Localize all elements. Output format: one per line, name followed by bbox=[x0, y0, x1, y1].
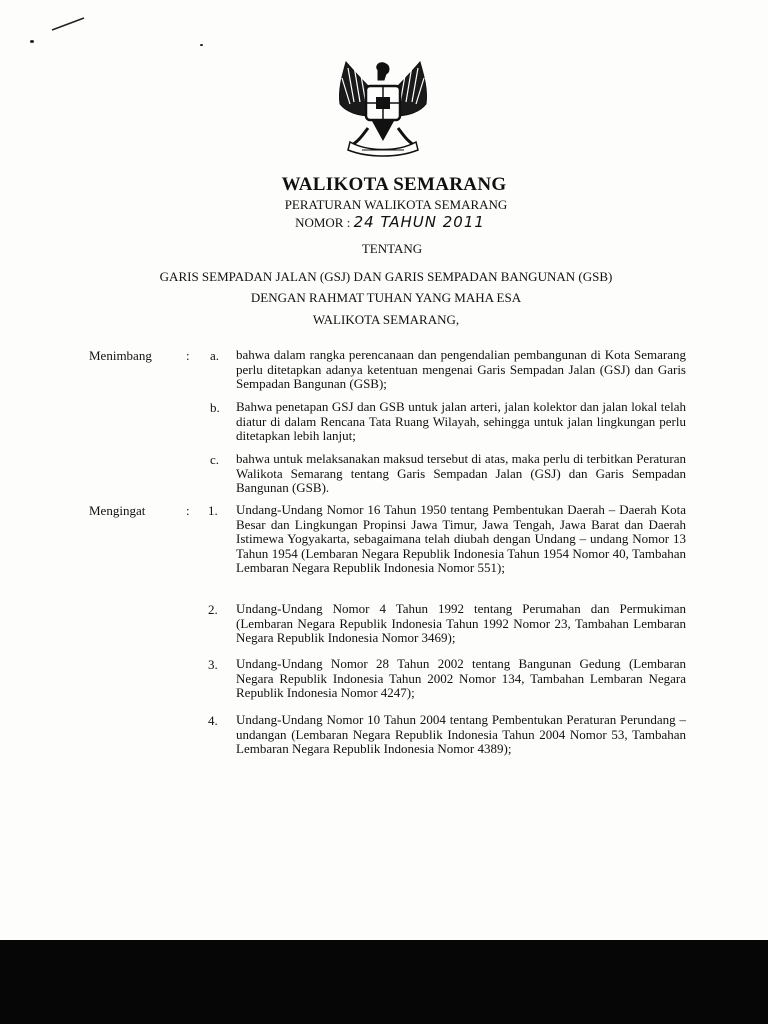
number-label: NOMOR : bbox=[295, 215, 351, 230]
list-marker: 4. bbox=[208, 713, 218, 728]
tentang-heading: TENTANG bbox=[361, 241, 423, 256]
mengingat-item-2: Undang-Undang Nomor 4 Tahun 1992 tentang Perumahan dan Permukiman (Lembaran Negara Republik Indonesia Tahun 1992 Nomor 23, Tambahan Lembaran Negara Republik Indonesia Nomor 3469); bbox=[236, 601, 686, 645]
scan-speck bbox=[30, 40, 34, 43]
regulation-subject: GARIS SEMPADAN JALAN (GSJ) DAN GARIS SEMPADAN BANGUNAN (GSB) bbox=[159, 269, 613, 284]
handwritten-number: 24 TAHUN 2011 bbox=[353, 213, 485, 231]
scan-border bbox=[0, 940, 768, 1024]
menimbang-label: Menimbang bbox=[89, 348, 152, 363]
list-marker: c. bbox=[210, 452, 220, 467]
mengingat-item-3: Undang-Undang Nomor 28 Tahun 2002 tentang Bangunan Gedung (Lembaran Negara Republik Indonesia Tahun 2002 Nomor 134, Tambahan Lembaran Negara Republik Indonesia Nomor 4247); bbox=[236, 656, 686, 700]
list-marker: 1. bbox=[208, 503, 218, 518]
scan-mark bbox=[50, 14, 86, 34]
menimbang-item-b: Bahwa penetapan GSJ dan GSB untuk jalan arteri, jalan kolektor dan jalan lokal telah diatur di dalam Rencana Tata Ruang Wilayah, sehingga untuk jalan lingkungan perlu ditetapkan lebih lanjut; bbox=[236, 399, 686, 443]
menimbang-colon: : bbox=[186, 348, 190, 363]
list-marker: 2. bbox=[208, 602, 218, 617]
list-marker: b. bbox=[210, 400, 220, 415]
garuda-pancasila-emblem-icon bbox=[328, 56, 438, 160]
page-title: WALIKOTA SEMARANG bbox=[281, 174, 507, 195]
list-marker: a. bbox=[210, 348, 220, 363]
scan-speck bbox=[200, 44, 203, 46]
mengingat-label: Mengingat bbox=[89, 503, 146, 518]
mengingat-colon: : bbox=[186, 503, 190, 518]
mengingat-item-1: Undang-Undang Nomor 16 Tahun 1950 tentang Pembentukan Daerah – Daerah Kota Besar dan Lingkungan Propinsi Jawa Timur, Jawa Tengah, Jawa Barat dan Daerah Istimewa Yogyakarta, sebagaimana telah diubah dengan Undang – undang Nomor 13 Tahun 1954 (Lembaran Negara Republik Indonesia Tahun 1954 Nomor 40, Tambahan Lembaran Negara Republik Indonesia Nomor 551); bbox=[236, 502, 686, 575]
mayor-line: WALIKOTA SEMARANG, bbox=[312, 312, 460, 327]
regulation-type: PERATURAN WALIKOTA SEMARANG bbox=[284, 197, 508, 212]
blessing-line: DENGAN RAHMAT TUHAN YANG MAHA ESA bbox=[250, 290, 522, 305]
menimbang-item-c: bahwa untuk melaksanakan maksud tersebut di atas, maka perlu di terbitkan Peraturan Walikota Semarang tentang Garis Sempadan Jalan (GSJ) dan Garis Sempadan Bangunan (GSB). bbox=[236, 451, 686, 495]
list-marker: 3. bbox=[208, 657, 218, 672]
regulation-number bbox=[6, 213, 768, 231]
mengingat-item-4: Undang-Undang Nomor 10 Tahun 2004 tentang Pembentukan Peraturan Perundang – undangan (Lembaran Negara Republik Indonesia Tahun 2004 Nomor 53, Tambahan Lembaran Negara Republik Indonesia Nomor 4389); bbox=[236, 712, 686, 756]
menimbang-item-a: bahwa dalam rangka perencanaan dan pengendalian pembangunan di Kota Semarang perlu ditetapkan adanya ketentuan mengenai Garis Sempadan Jalan (GSJ) dan Garis Sempadan Bangunan (GSB); bbox=[236, 347, 686, 391]
